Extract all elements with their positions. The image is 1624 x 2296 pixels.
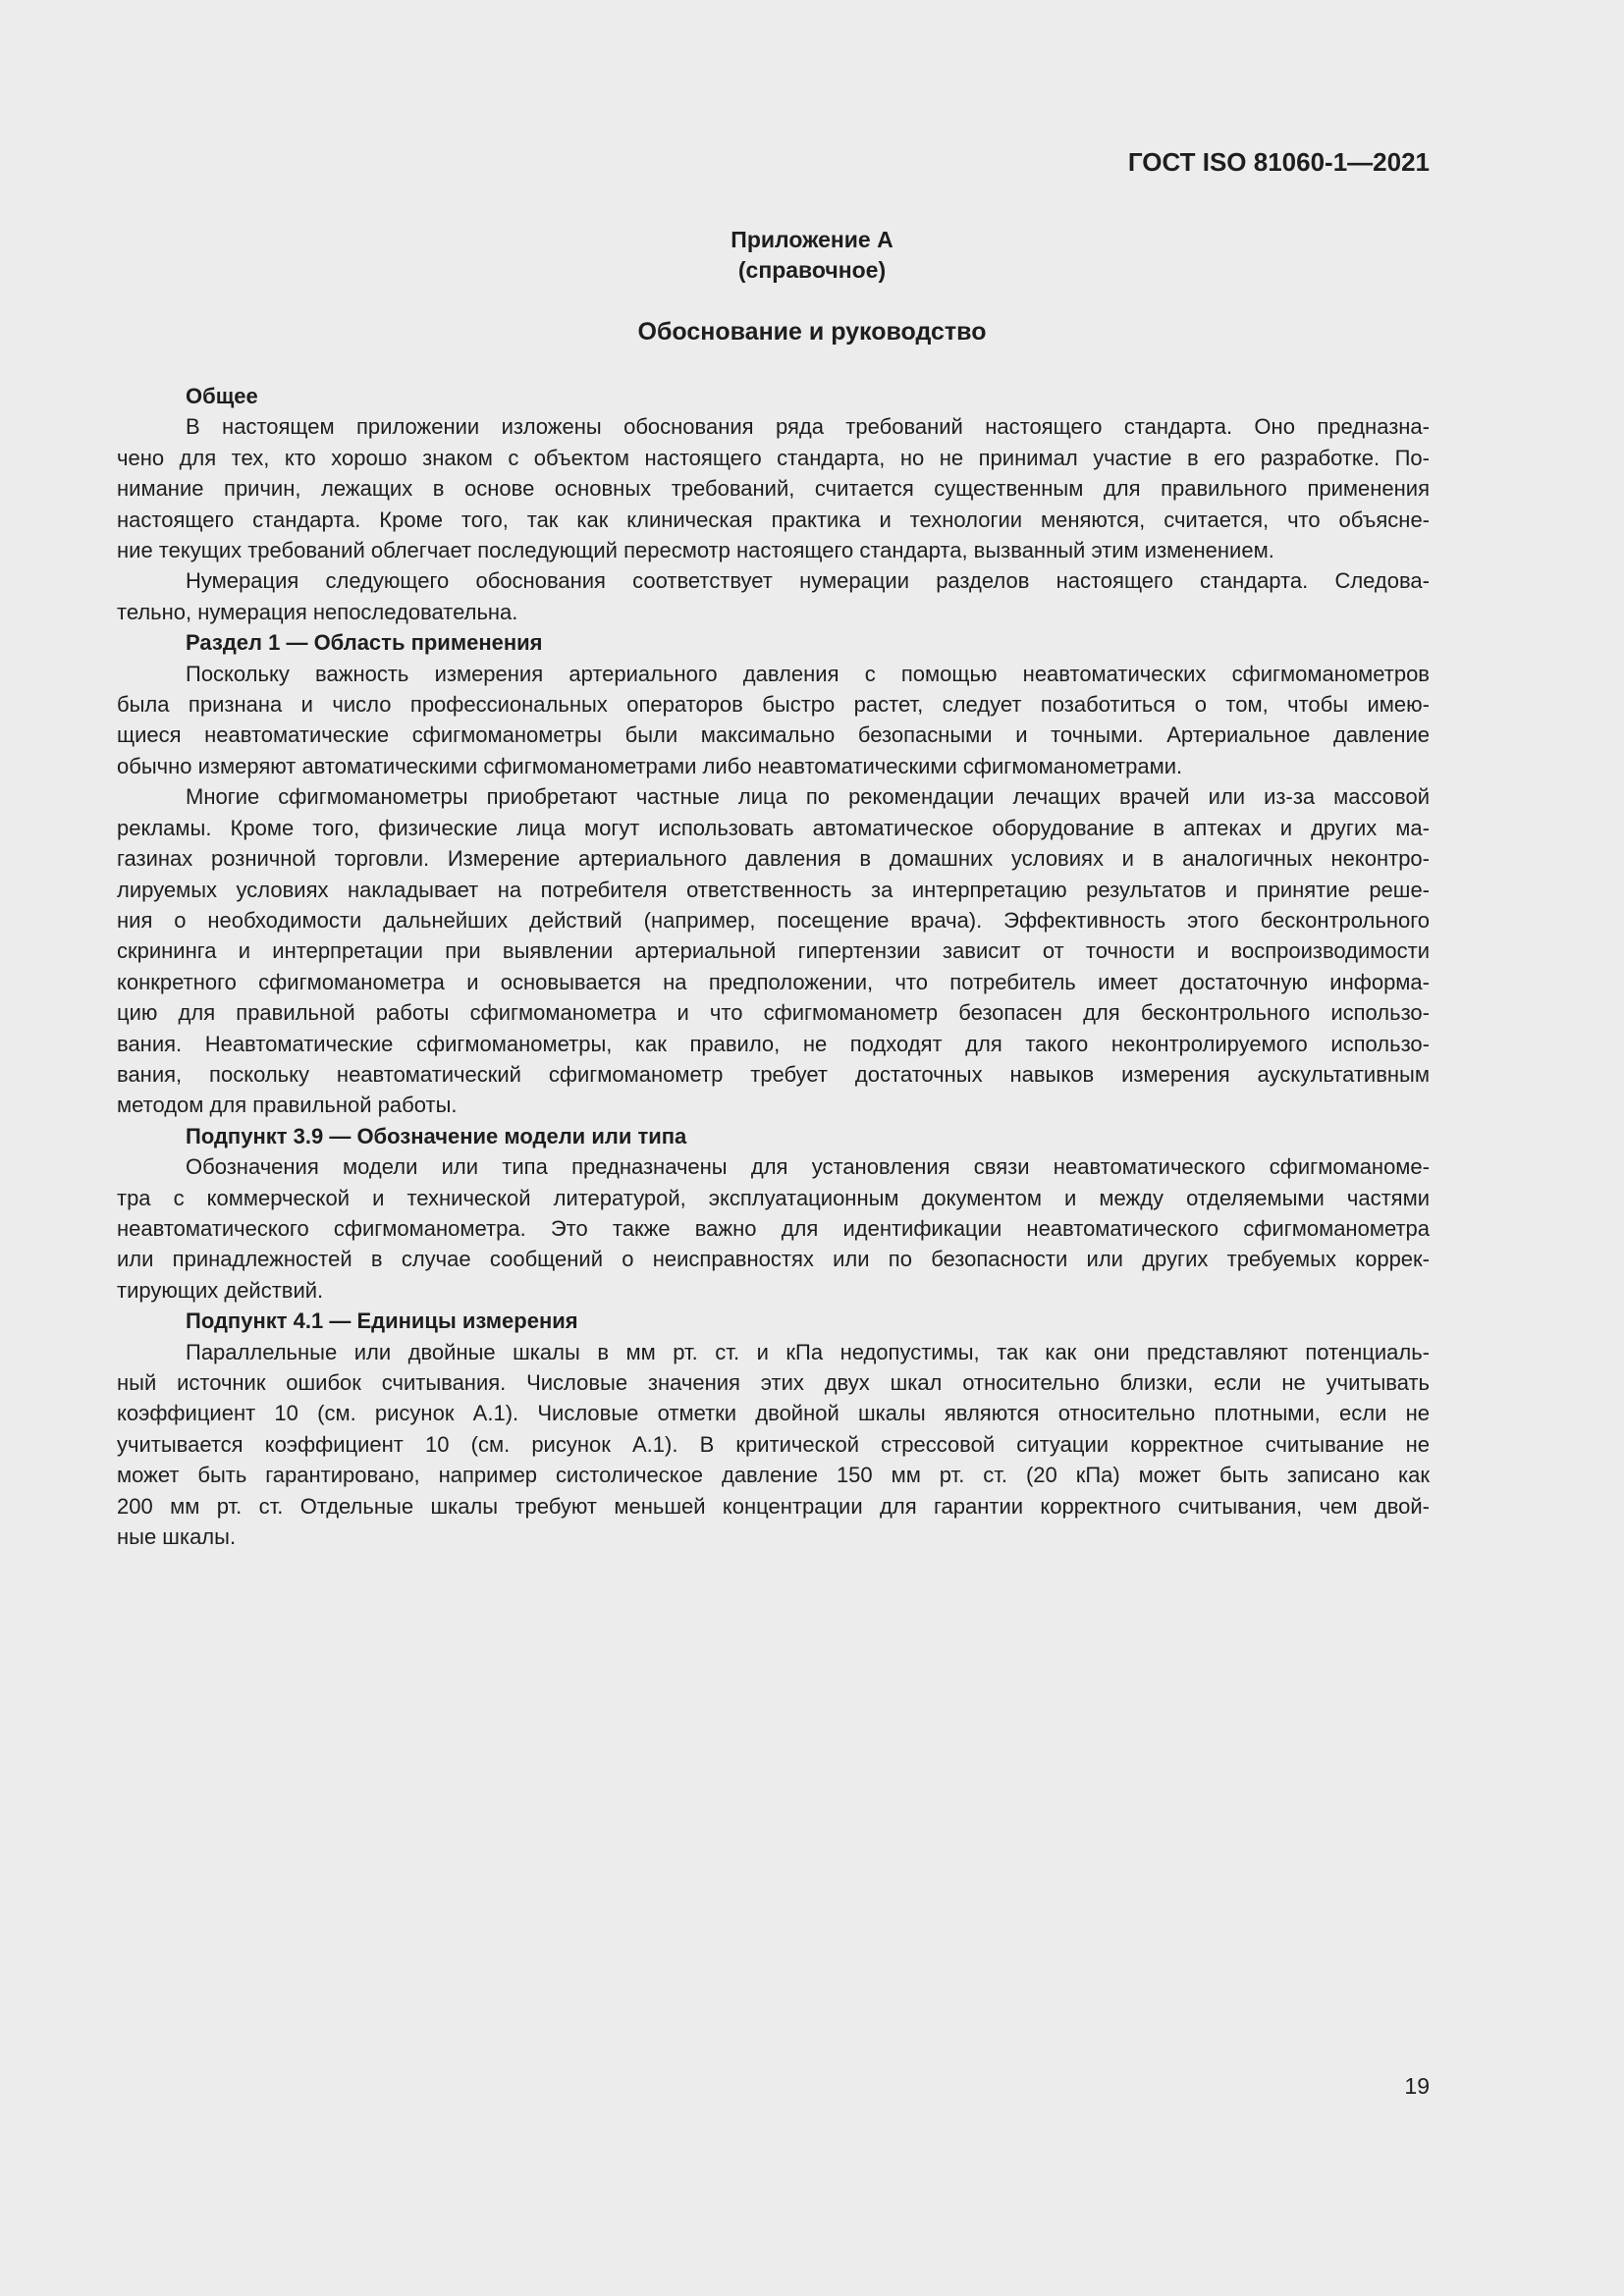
text-line: цию для правильной работы сфигмоманометра и что сфигмоманометр безопасен для бесконтрольного использо- — [117, 1000, 1430, 1026]
text-line: ние текущих требований облегчает последующий пересмотр настоящего стандарта, вызванный этим изменением. — [117, 538, 1274, 563]
text-line: тра с коммерческой и технической литературой, эксплуатационным документом и между отделяемыми частями — [117, 1185, 1430, 1210]
text-line: Параллельные или двойные шкалы в мм рт. ст. и кПа недопустимы, так как они представляют потенциаль- — [186, 1339, 1430, 1364]
heading-text: Подпункт 3.9 — Обозначение модели или типа — [186, 1123, 687, 1148]
paragraph — [117, 565, 1430, 627]
page-number: 19 — [1404, 2073, 1430, 2099]
text-line: Многие сфигмоманометры приобретают частные лица по рекомендации лечащих врачей или из-за массовой — [186, 784, 1430, 810]
text-line: неавтоматического сфигмоманометра. Это также важно для идентификации неавтоматического сфигмоманометра — [117, 1215, 1430, 1241]
text-line: Обозначения модели или типа предназначены для установления связи неавтоматического сфигмоманоме- — [186, 1154, 1430, 1180]
section-heading — [117, 1306, 1430, 1336]
paragraph — [117, 781, 1430, 1120]
text-line: нимание причин, лежащих в основе основных требований, считается существенным для правильного применения — [117, 476, 1430, 502]
text-line: настоящего стандарта. Кроме того, так как клиническая практика и технологии меняются, считается, что объясне- — [117, 507, 1430, 532]
heading-text: Подпункт 4.1 — Единицы измерения — [186, 1308, 578, 1334]
text-line: тельно, нумерация непоследовательна. — [117, 599, 518, 624]
text-line: скрининга и интерпретации при выявлении артериальной гипертензии зависит от точности и воспроизводимости — [117, 938, 1430, 964]
document-body — [117, 381, 1430, 1552]
text-line: чено для тех, кто хорошо знаком с объектом настоящего стандарта, но не принимал участие в его разработке. По- — [117, 445, 1430, 470]
text-line: или принадлежностей в случае сообщений о неисправностях или по безопасности или других требуемых коррек- — [117, 1247, 1430, 1272]
text-line: газинах розничной торговли. Измерение артериального давления в домашних условиях и в аналогичных неконтро- — [117, 846, 1430, 872]
annex-type: (справочное) — [737, 257, 887, 283]
paragraph — [117, 411, 1430, 565]
text-line: методом для правильной работы. — [117, 1093, 458, 1118]
text-line: коэффициент 10 (см. рисунок А.1). Числовые отметки двойной шкалы являются относительно плотными, если не — [117, 1401, 1430, 1426]
standard-designation: ГОСТ ISO 81060-1—2021 — [1127, 147, 1430, 177]
text-line: ния о необходимости дальнейших действий (например, посещение врача). Эффективность этого бесконтрольного — [117, 907, 1430, 933]
text-line: вания. Неавтоматические сфигмоманометры, как правило, не подходят для такого неконтролируемого использо- — [117, 1031, 1430, 1056]
text-line: конкретного сфигмоманометра и основывается на предположении, что потребитель имеет достаточную информа- — [117, 969, 1430, 994]
heading-text: Общее — [186, 384, 258, 408]
text-line: В настоящем приложении изложены обоснования ряда требований настоящего стандарта. Оно предназна- — [186, 414, 1430, 440]
text-line: лируемых условиях накладывает на потребителя ответственность за интерпретацию результатов и принятие реше- — [117, 877, 1430, 902]
annex-label: Приложение А — [731, 227, 893, 252]
paragraph — [117, 659, 1430, 782]
text-line: учитывается коэффициент 10 (см. рисунок А.1). В критической стрессовой ситуации корректное считывание не — [117, 1431, 1430, 1457]
section-heading — [117, 627, 1430, 658]
section-heading — [117, 381, 1430, 411]
text-line: тирующих действий. — [117, 1277, 324, 1303]
section-heading — [117, 1121, 1430, 1151]
text-line: 200 мм рт. ст. Отдельные шкалы требуют меньшей концентрации для гарантии корректного считывания, чем двой- — [117, 1493, 1430, 1519]
text-line: обычно измеряют автоматическими сфигмоманометрами либо неавтоматическими сфигмоманометрами. — [117, 753, 1183, 778]
heading-text: Раздел 1 — Область применения — [186, 630, 543, 656]
text-line: вания, поскольку неавтоматический сфигмоманометр требует достаточных навыков измерения аускультативным — [117, 1061, 1430, 1087]
text-line: ный источник ошибок считывания. Числовые значения этих двух шкал относительно близки, если не учитывать — [117, 1370, 1430, 1395]
text-line: Нумерация следующего обоснования соответствует нумерации разделов настоящего стандарта. Следова- — [186, 568, 1430, 594]
text-line: ные шкалы. — [117, 1524, 237, 1550]
annex-title: Обоснование и руководство — [637, 318, 987, 346]
text-line: была признана и число профессиональных операторов быстро растет, следует позаботиться о том, чтобы имею- — [117, 692, 1430, 718]
paragraph — [117, 1337, 1430, 1553]
paragraph — [117, 1151, 1430, 1306]
text-line: может быть гарантировано, например систолическое давление 150 мм рт. ст. (20 кПа) может быть записано как — [117, 1463, 1430, 1488]
text-line: рекламы. Кроме того, физические лица могут использовать автоматическое оборудование в аптеках и других ма- — [117, 815, 1430, 840]
text-line: щиеся неавтоматические сфигмоманометры были максимально безопасными и точными. Артериальное давление — [117, 722, 1430, 748]
text-line: Поскольку важность измерения артериального давления с помощью неавтоматических сфигмоманометров — [186, 661, 1430, 686]
